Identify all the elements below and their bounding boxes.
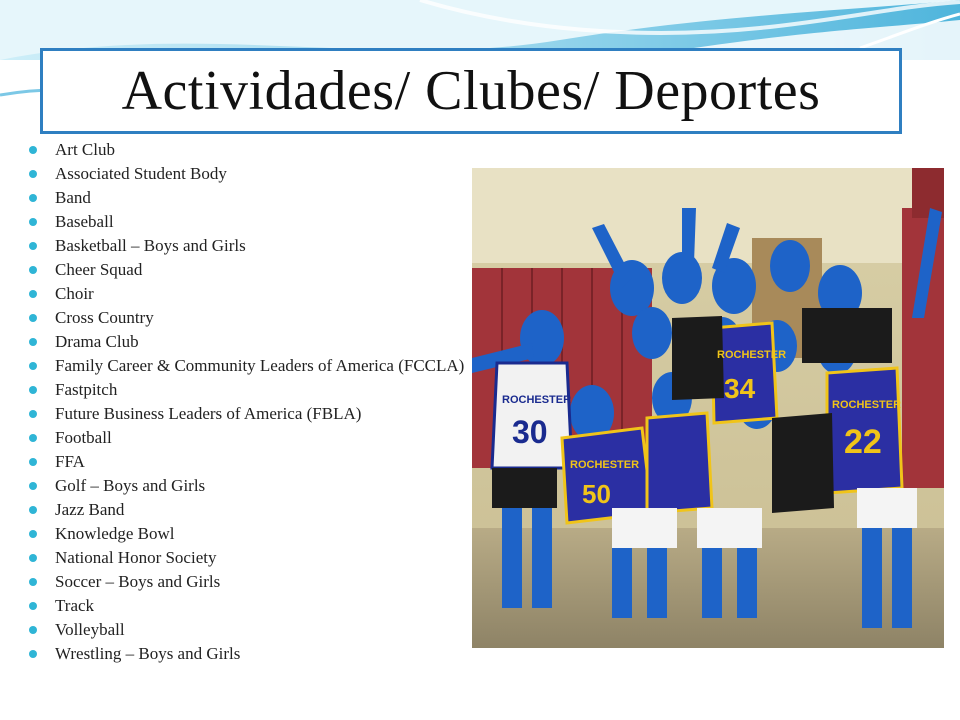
bullet-icon [29,362,37,370]
bullet-icon [29,386,37,394]
activity-label: Band [55,188,91,207]
jersey-number: 50 [582,479,611,509]
activity-item [28,330,478,354]
activity-item [28,378,478,402]
jersey-number: 22 [844,423,882,461]
bullet-icon [29,650,37,658]
bullet-icon [29,242,37,250]
jersey-number: 34 [724,373,756,404]
activity-label: Art Club [55,140,115,159]
activity-label: Cross Country [55,308,154,327]
activity-label: FFA [55,452,85,471]
bullet-icon [29,554,37,562]
bullet-icon [29,266,37,274]
activity-item [28,354,478,378]
slide-title: Actividades/ Clubes/ Deportes [121,60,821,122]
team-photo [472,168,944,648]
activity-item [28,162,478,186]
activity-label: Soccer – Boys and Girls [55,572,221,591]
activity-label: Track [55,596,95,615]
activity-item [28,402,478,426]
activity-label: Knowledge Bowl [55,524,175,543]
activity-item [28,210,478,234]
bullet-icon [29,506,37,514]
activity-label: Wrestling – Boys and Girls [55,644,241,663]
bullet-icon [29,146,37,154]
activity-label: Choir [55,284,94,303]
activity-item [28,138,478,162]
bullet-icon [29,602,37,610]
bullet-icon [29,290,37,298]
activity-item [28,522,478,546]
title-box [40,48,902,134]
bullet-icon [29,338,37,346]
activity-label: Family Career & Community Leaders of America (FCCLA) [55,356,465,375]
activity-label: Volleyball [55,620,125,639]
bullet-icon [29,578,37,586]
bullet-icon [29,170,37,178]
activity-item [28,306,478,330]
activity-item [28,618,478,642]
activity-item [28,186,478,210]
jersey-text: ROCHESTER [832,399,902,411]
activity-item [28,642,478,666]
bullet-icon [29,314,37,322]
activity-label: Fastpitch [55,380,118,399]
activity-item [28,570,478,594]
activity-item [28,450,478,474]
bullet-icon [29,530,37,538]
activity-label: Future Business Leaders of America (FBLA) [55,404,362,423]
activity-label: Associated Student Body [55,164,227,183]
jersey-number: 30 [512,414,548,450]
bullet-icon [29,458,37,466]
activity-item [28,258,478,282]
activity-label: Drama Club [55,332,139,351]
bullet-icon [29,626,37,634]
activity-item [28,546,478,570]
bullet-icon [29,194,37,202]
activity-label: National Honor Society [55,548,217,567]
activity-item [28,498,478,522]
bullet-icon [29,434,37,442]
bullet-icon [29,410,37,418]
activity-label: Football [55,428,112,447]
activity-label: Cheer Squad [55,260,143,279]
activity-label: Baseball [55,212,114,231]
activity-label: Jazz Band [55,500,125,519]
jersey-text: ROCHESTER [570,459,640,471]
bullet-icon [29,482,37,490]
activity-label: Basketball – Boys and Girls [55,236,246,255]
activity-label: Golf – Boys and Girls [55,476,206,495]
bullet-icon [29,218,37,226]
activity-item [28,426,478,450]
team-photo-illustration [472,168,944,648]
activity-item [28,234,478,258]
activity-item [28,282,478,306]
activity-item [28,594,478,618]
jersey-text: ROCHESTER [717,349,787,361]
activity-list [28,138,478,666]
activity-item [28,474,478,498]
jersey-text: ROCHESTER [502,394,572,406]
